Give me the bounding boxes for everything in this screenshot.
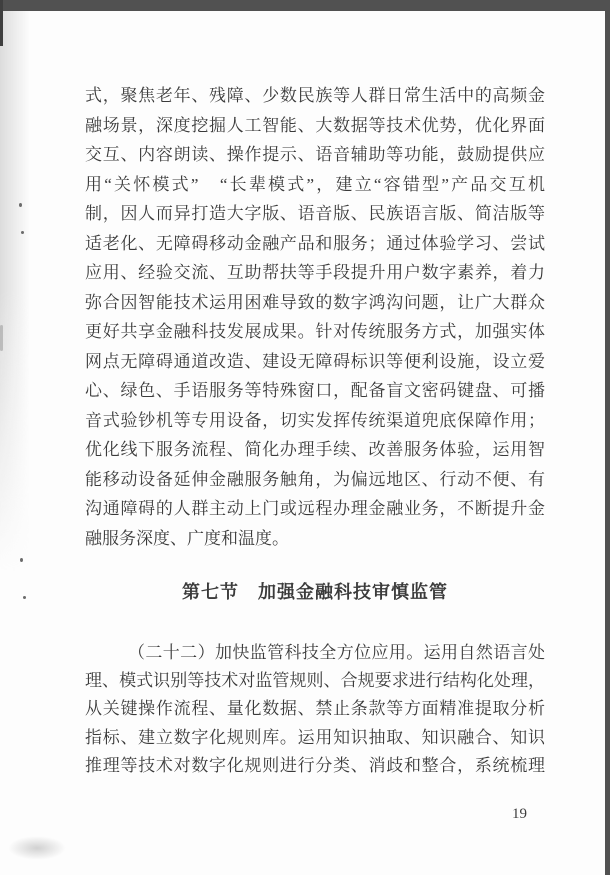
text-line: 适老化、无障碍移动金融产品和服务；通过体验学习、尝试	[85, 233, 545, 253]
text-line: 心、绿色、手语服务等特殊窗口，配备盲文密码键盘、可播	[85, 381, 545, 400]
scan-speck	[19, 203, 22, 207]
page-number: 19	[512, 806, 527, 822]
text-line: 式，聚焦老年、残障、少数民族等人群日常生活中的高频金	[85, 86, 545, 105]
scan-speck	[20, 558, 23, 562]
scan-speck	[23, 596, 26, 599]
text-line: 融场景，深度挖掘人工智能、大数据等技术优势，优化界面	[85, 115, 545, 135]
scan-speck	[21, 231, 24, 234]
text-line: 交互、内容朗读、操作提示、语音辅助等功能，鼓励提供应	[85, 145, 545, 164]
paragraph-continuation	[85, 81, 545, 553]
scan-left-shadow	[0, 11, 30, 571]
text-line: 弥合因智能技术运用困难导致的数字鸿沟问题，让广大群众	[85, 292, 545, 312]
text-line: 网点无障碍通道改造、建设无障碍标识等便利设施，设立爱	[85, 351, 545, 371]
text-line: 音式验钞机等专用设备，切实发挥传统渠道兜底保障作用；	[85, 410, 545, 430]
scan-artifact-mark	[0, 325, 3, 351]
scan-top-edge	[0, 0, 610, 11]
text-line: 融服务深度、广度和温度。	[85, 528, 289, 548]
text-line: 理、模式识别等技术对监管规则、合规要求进行结构化处理，	[85, 671, 545, 691]
text-line: 能移动设备延伸金融服务触角，为偏远地区、行动不便、有	[85, 469, 545, 489]
text-line: 用“关怀模式” “长辈模式”，建立“容错型”产品交互机	[85, 174, 545, 194]
text-line: 更好共享金融科技发展成果。针对传统服务方式，加强实体	[85, 322, 545, 341]
text-line: 应用、经验交流、互助帮扶等手段提升用户数字素养，着力	[85, 263, 545, 282]
text-line: 制，因人而异打造大字版、语音版、民族语言版、简洁版等	[85, 204, 545, 223]
text-line: 推理等技术对数字化规则进行分类、消歧和整合，系统梳理	[85, 755, 545, 775]
text-line: 优化线下服务流程、简化办理手续、改善服务体验，运用智	[85, 440, 545, 459]
text-line: 指标、建立数字化规则库。运用知识抽取、知识融合、知识	[85, 727, 545, 747]
paragraph-item-22	[85, 639, 545, 780]
scan-artifact-sliver	[0, 0, 3, 46]
section-heading: 第七节 加强金融科技审慎监管	[182, 582, 448, 602]
scan-smudge	[8, 836, 66, 860]
text-line: 沟通障碍的人群主动上门或远程办理金融业务，不断提升金	[85, 499, 545, 518]
text-line: 从关键操作流程、量化数据、禁止条款等方面精准提取分析	[85, 699, 545, 719]
text-line: （二十二）加快监管科技全方位应用。运用自然语言处	[128, 643, 545, 662]
scan-right-edge	[605, 0, 610, 875]
